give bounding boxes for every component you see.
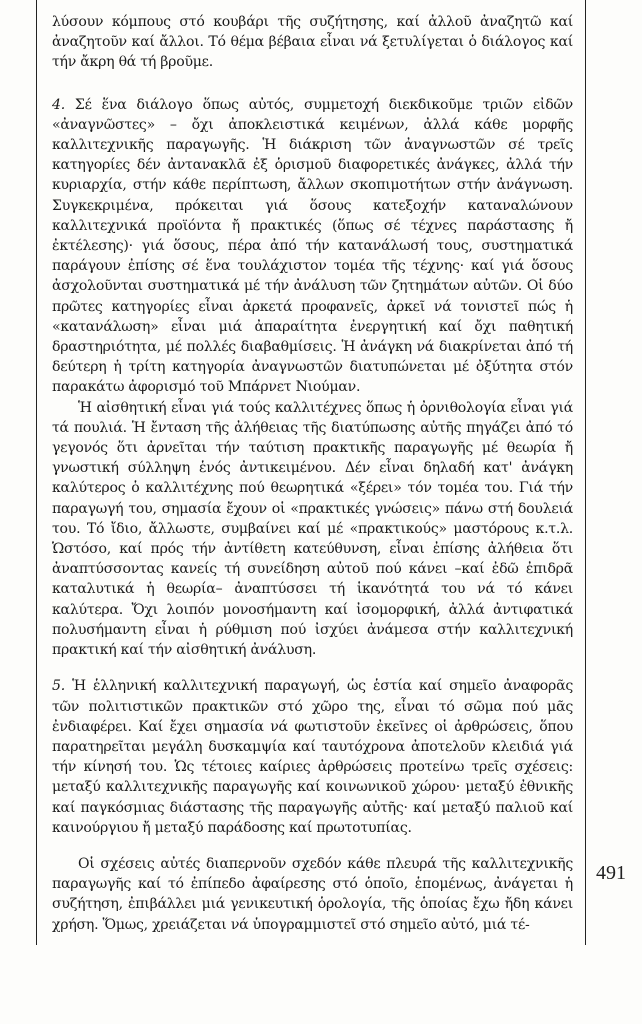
right-margin-rule xyxy=(585,0,586,945)
page-number: 491 xyxy=(596,862,626,884)
section-gap xyxy=(52,660,573,676)
section-number: 4. xyxy=(52,96,65,113)
paragraph-section-5 xyxy=(52,676,573,838)
paragraph-aesthetics: Ἡ αἰσθητική εἶναι γιά τούς καλλιτέχνες ὅπως ἡ ὀρνιθολογία εἶναι γιά τά πουλιά. Ἡ ἔνταση τῆς ἀλήθειας τῆς διατύπωσης αὐτῆς πηγάζει ἀπό τό γεγονός ὅτι ἀρνεῖται τήν ταύτιση πρακτικῆς παραγωγῆς μέ θεωρία ἤ γνωστική σύλληψη ἑνός ἀντικειμένου. Δέν εἶναι δηλαδή κατ' ἀνάγκη καλύτερος ὁ καλλιτέχνης πού θεωρητικά «ξέρει» τόν τομέα του. Γιά τήν παραγωγή του, σημασία ἔχουν οἱ «πρακτικές γνώσεις» πάνω στή δουλειά του. Τό ἴδιο, ἄλλωστε, συμβαίνει καί μέ «πρακτικούς» μαστόρους κ.τ.λ. Ὡστόσο, καί πρός τήν ἀντίθετη κατεύθυνση, εἶναι ἐπίσης ἀλήθεια ὅτι ἀναπτύσσοντας κανείς τή συνείδηση αὐτοῦ πού κάνει –καί ἐδῶ ἐπιδρᾶ καταλυτικά ἡ θεωρία– ἀναπτύσσει τή ἱκανότητά του νά τό κάνει καλύτερα. Ὄχι λοιπόν μονοσήμαντη καί ἰσομορφική, ἀλλά ἀντιφατικά πολυσήμαντη εἶναι ἡ ρύθμιση πού ἰσχύει ἀνάμεσα στήν καλλιτεχνική πρακτική καί τήν αἰσθητική ἀνάλυση. xyxy=(52,399,573,659)
paragraph-continuation: λύσουν κόμπους στό κουβάρι τῆς συζήτησης, καί ἀλλοῦ ἀναζητῶ καί ἀναζητοῦν καί ἄλλοι. Τό θέμα βέβαια εἶναι νά ξετυλίγεται ὁ διάλογος καί τήν ἄκρη θά τή βροῦμε. xyxy=(52,14,573,71)
left-margin-rule xyxy=(36,0,37,945)
section-number: 5. xyxy=(52,678,65,695)
section-gap xyxy=(52,73,573,95)
section-gap xyxy=(52,838,573,854)
body-text xyxy=(52,12,573,935)
paragraph-section-4 xyxy=(52,95,573,398)
paragraph-relations: Οἱ σχέσεις αὐτές διαπερνοῦν σχεδόν κάθε πλευρά τῆς καλλιτεχνικῆς παραγωγῆς καί τό ἐπίπεδο ἀφαίρεσης στό ὁποῖο, ἑπομένως, ἀνάγεται ἡ συζήτηση, ἐπιβάλλει μιά γενικευτική ὁρολογία, τῆς ὁποίας ἔχω ἤδη κάνει χρήση. Ὅμως, χρειάζεται νά ὑπογραμμιστεῖ στό σημεῖο αὐτό, μιά τέ- xyxy=(52,855,573,933)
paragraph-text: Σέ ἕνα διάλογο ὅπως αὐτός, συμμετοχή διεκδικοῦμε τριῶν εἰδῶν «ἀναγνῶστες» – ὄχι ἀποκλειστικά κειμένων, ἀλλά κάθε μορφῆς καλλιτεχνικῆς παραγωγῆς. Ἡ διάκριση τῶν ἀναγνωστῶν σέ τρεῖς κατηγορίες δέν ἀντανακλᾶ ἐξ ὁρισμοῦ διαφορετικές ἀνάγκες, ἀλλά τήν κυριαρχία, στήν κάθε περίπτωση, ἄλλων σκοπιμοτήτων στήν ἀνάγνωση. Συγκεκριμένα, πρόκειται γιά ὅσους κατεξοχήν καταναλώνουν καλλιτεχνικά προϊόντα ἤ πρακτικές (ὅπως σέ τέχνες παράστασης ἤ ἐκτέλεσης)· γιά ὅσους, πέρα ἀπό τήν κατανάλωσή τους, συστηματικά παράγουν ἐπίσης σέ ἕνα τουλάχιστον τομέα τῆς τέχνης· καί γιά ὅσους ἀσχολοῦνται συστηματικά μέ τήν ἀνάλυση τῶν ζητημάτων αὐτῶν. Οἱ δύο πρῶτες κατηγορίες εἶναι ἀρκετά προφανεῖς, ἀρκεῖ νά τονιστεῖ πώς ἡ «κατανάλωση» εἶναι μιά ἀπαραίτητα ἐνεργητική καί ὄχι παθητική δραστηριότητα, μέ πολλές διαβαθμίσεις. Ἡ ἀνάγκη νά διακρίνεται ἀπό τή δεύτερη ἡ τρίτη κατηγορία ἀναγνωστῶν διατυπώνεται μέ ὀξύτητα στόν παρακάτω ἀφορισμό τοῦ Μπάρνετ Νιούμαν. xyxy=(52,96,573,396)
paragraph-text: Ἡ ἑλληνική καλλιτεχνική παραγωγή, ὡς ἑστία καί σημεῖο ἀναφορᾶς τῶν πολιτιστικῶν πρακτικῶν στό χῶρο της, εἶναι τό σῶμα πού μᾶς ἐνδιαφέρει. Καί ἔχει σημασία νά φωτιστοῦν ἐκεῖνες οἱ ἀρθρώσεις, ὅπου παρατηρεῖται μεγάλη δυσκαμψία καί ταυτόχρονα ἀποτελοῦν κλειδιά γιά τήν κίνησή του. Ὡς τέτοιες καίριες ἀρθρώσεις προτείνω τρεῖς σχέσεις: μεταξύ καλλιτεχνικῆς παραγωγῆς καί κοινωνικοῦ χώρου· μεταξύ ἐθνικῆς καί παγκόσμιας διάστασης τῆς παραγωγῆς αὐτῆς· καί μεταξύ παλιοῦ καί καινούργιου ἤ μεταξύ παράδοσης καί πρωτοτυπίας. xyxy=(52,678,573,836)
